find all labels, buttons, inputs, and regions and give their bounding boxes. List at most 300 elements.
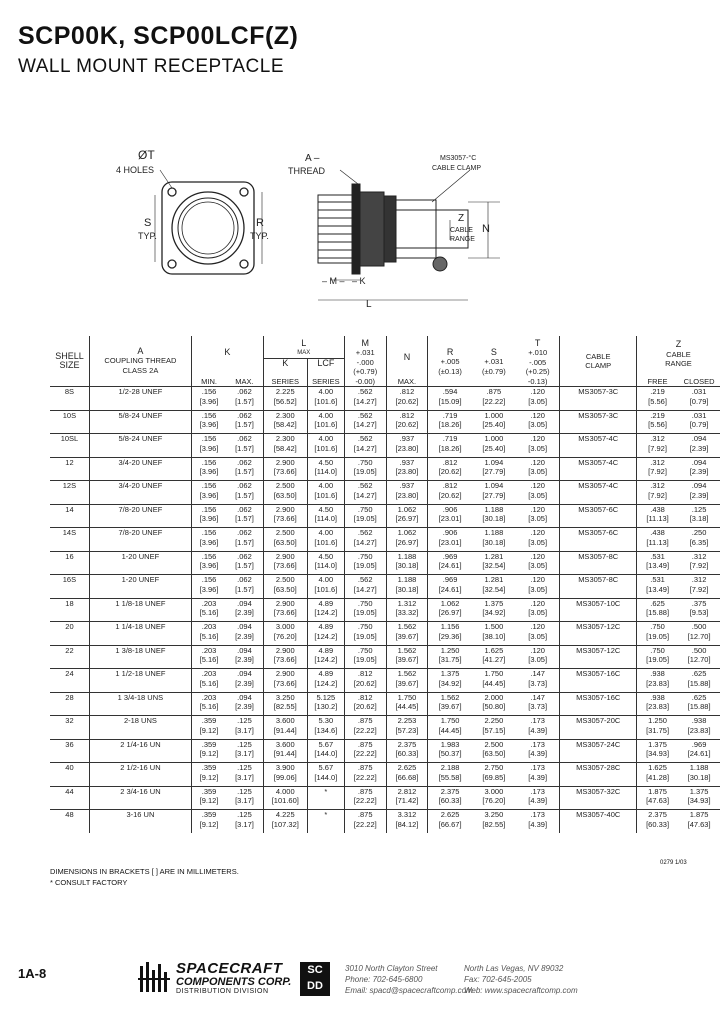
cell-s: 1.000 [25.40] — [472, 434, 516, 458]
cell-zfree: .938 [23.83] — [636, 669, 678, 693]
z-label: Z — [458, 213, 465, 224]
cell-kmin: .156 [3.96] — [191, 528, 226, 552]
cell-n: 3.312 [84.12] — [386, 810, 428, 833]
table-row — [50, 786, 720, 810]
cell-zclosed: .375 [9.53] — [678, 598, 720, 622]
cell-zclosed: .031 [0.79] — [678, 410, 720, 434]
cell-kmin: .359 [9.12] — [191, 810, 226, 833]
cell-s: 2.000 [50.80] — [472, 692, 516, 716]
cell-n: 1.750 [44.45] — [386, 692, 428, 716]
cell-lk: 2.900 [73.66] — [263, 551, 307, 575]
cell-clamp: MS3057-4C — [560, 481, 637, 505]
cell-zfree: .531 [13.49] — [636, 575, 678, 599]
cell-a: 1 3/4-18 UNS — [89, 692, 191, 716]
th-shell-1: SHELL — [55, 350, 84, 361]
cell-t: .120 [3.05] — [516, 551, 560, 575]
cell-t: .120 [3.05] — [516, 387, 560, 411]
cell-kmax: .125 [3.17] — [226, 739, 263, 763]
table-row — [50, 810, 720, 833]
cell-m: .562 [14.27] — [344, 575, 386, 599]
cell-t: .147 [3.73] — [516, 669, 560, 693]
cell-clamp: MS3057-8C — [560, 575, 637, 599]
cell-zclosed: .094 [2.39] — [678, 457, 720, 481]
cell-s: 1.094 [27.79] — [472, 457, 516, 481]
cell-shell: 48 — [50, 810, 89, 833]
cell-m: .750 [19.05] — [344, 457, 386, 481]
cell-shell: 24 — [50, 669, 89, 693]
cell-kmin: .156 [3.96] — [191, 410, 226, 434]
cell-lk: 2.900 [73.66] — [263, 504, 307, 528]
cell-zclosed: .094 [2.39] — [678, 481, 720, 505]
cell-a: 1-20 UNEF — [89, 575, 191, 599]
company-name-2: COMPONENTS CORP. — [176, 976, 292, 988]
cell-clamp: MS3057-16C — [560, 692, 637, 716]
cell-kmax: .125 [3.17] — [226, 810, 263, 833]
cell-lk: 3.600 [91.44] — [263, 716, 307, 740]
cell-t: .120 [3.05] — [516, 528, 560, 552]
cell-kmin: .156 [3.96] — [191, 481, 226, 505]
cell-kmax: .062 [1.57] — [226, 434, 263, 458]
cell-zclosed: .625 [15.88] — [678, 669, 720, 693]
cell-shell: 32 — [50, 716, 89, 740]
cell-n: 1.562 [39.67] — [386, 669, 428, 693]
cell-t: .120 [3.05] — [516, 481, 560, 505]
th-m: M — [361, 337, 369, 348]
cell-llcf: 4.50 [114.0] — [307, 504, 344, 528]
cell-shell: 12 — [50, 457, 89, 481]
cell-kmax: .062 [1.57] — [226, 481, 263, 505]
cell-zclosed: .500 [12.70] — [678, 645, 720, 669]
table-body — [50, 387, 720, 833]
th-shell-2: SIZE — [59, 360, 80, 370]
cell-r: 2.375 [60.33] — [428, 786, 472, 810]
cell-kmin: .203 [5.16] — [191, 645, 226, 669]
cell-clamp: MS3057-8C — [560, 551, 637, 575]
cell-n: 2.253 [57.23] — [386, 716, 428, 740]
cell-zclosed: .500 [12.70] — [678, 622, 720, 646]
r-typ-label: TYP. — [250, 231, 269, 241]
th-l-max: MAX — [297, 349, 311, 356]
th-s: S — [490, 346, 497, 357]
th-m-tol2: -.000 — [356, 357, 374, 367]
th-l-k: K — [263, 359, 307, 369]
cell-lk: 3.250 [82.55] — [263, 692, 307, 716]
cell-r: 1.750 [44.45] — [428, 716, 472, 740]
cell-clamp: MS3057-16C — [560, 669, 637, 693]
cell-kmax: .062 [1.57] — [226, 551, 263, 575]
cell-llcf: 5.67 [144.0] — [307, 739, 344, 763]
email: Email: spacd@spacecraftcomp.com — [345, 986, 473, 995]
cell-llcf: 5.67 [144.0] — [307, 763, 344, 787]
cell-a: 3-16 UN — [89, 810, 191, 833]
cell-a: 1/2-28 UNEF — [89, 387, 191, 411]
cell-n: 1.312 [33.32] — [386, 598, 428, 622]
cell-zclosed: 1.188 [30.18] — [678, 763, 720, 787]
cell-zfree: 1.875 [47.63] — [636, 786, 678, 810]
header-row-1 — [50, 336, 720, 359]
cell-t: .120 [3.05] — [516, 575, 560, 599]
th-t-tol1: +.010 — [528, 348, 548, 357]
table-row — [50, 692, 720, 716]
thread-label: THREAD — [288, 166, 326, 176]
th-a: A — [137, 345, 144, 356]
cell-zfree: 2.375 [60.33] — [636, 810, 678, 833]
cell-r: .906 [23.01] — [428, 528, 472, 552]
cell-lk: 3.900 [99.06] — [263, 763, 307, 787]
cell-kmin: .156 [3.96] — [191, 387, 226, 411]
cell-a: 2-18 UNS — [89, 716, 191, 740]
th-z-2: RANGE — [665, 359, 692, 368]
cell-shell: 28 — [50, 692, 89, 716]
cell-t: .173 [4.39] — [516, 786, 560, 810]
address: 3010 North Clayton Street — [345, 964, 438, 973]
contact-block — [464, 963, 578, 996]
cell-a: 1 1/2-18 UNEF — [89, 669, 191, 693]
cell-kmax: .062 [1.57] — [226, 410, 263, 434]
table-row — [50, 481, 720, 505]
cell-lk: 2.900 [73.66] — [263, 669, 307, 693]
page-number: 1A-8 — [18, 966, 47, 981]
cell-kmin: .359 [9.12] — [191, 739, 226, 763]
s-label: S — [144, 217, 152, 229]
city: North Las Vegas, NV 89032 — [464, 964, 564, 973]
cell-llcf: 4.89 [124.2] — [307, 598, 344, 622]
th-k-min: MIN. — [191, 369, 226, 387]
cell-n: 1.562 [39.67] — [386, 622, 428, 646]
notes — [50, 866, 239, 888]
cell-zclosed: 1.375 [34.93] — [678, 786, 720, 810]
cell-n: 1.188 [30.18] — [386, 551, 428, 575]
th-t-tol2: -.005 — [529, 357, 547, 367]
cell-a: 5/8-24 UNEF — [89, 434, 191, 458]
cell-m: .750 [19.05] — [344, 645, 386, 669]
clamp-label-2: CABLE CLAMP — [432, 165, 482, 172]
cell-shell: 40 — [50, 763, 89, 787]
cell-lk: 2.225 [56.52] — [263, 387, 307, 411]
cell-kmax: .062 [1.57] — [226, 457, 263, 481]
cell-llcf: 4.00 [101.6] — [307, 575, 344, 599]
cell-kmin: .203 [5.16] — [191, 622, 226, 646]
cell-lk: 2.900 [73.66] — [263, 598, 307, 622]
cell-s: 1.281 [32.54] — [472, 551, 516, 575]
cell-llcf: 5.125 [130.2] — [307, 692, 344, 716]
a-label: A – — [305, 153, 320, 164]
cell-t: .173 [4.39] — [516, 763, 560, 787]
cell-m: .750 [19.05] — [344, 551, 386, 575]
cell-lk: 4.000 [101.60] — [263, 786, 307, 810]
cell-s: 1.750 [44.45] — [472, 669, 516, 693]
cell-kmax: .062 [1.57] — [226, 504, 263, 528]
cell-kmin: .203 [5.16] — [191, 692, 226, 716]
cell-zclosed: .312 [7.92] — [678, 575, 720, 599]
cell-t: .173 [4.39] — [516, 716, 560, 740]
cell-t: .120 [3.05] — [516, 645, 560, 669]
cell-m: .875 [22.22] — [344, 786, 386, 810]
cell-m: .750 [19.05] — [344, 598, 386, 622]
table-row — [50, 598, 720, 622]
cell-llcf: 4.00 [101.6] — [307, 434, 344, 458]
cell-r: .906 [23.01] — [428, 504, 472, 528]
cell-s: 2.750 [69.85] — [472, 763, 516, 787]
cell-clamp: MS3057-3C — [560, 410, 637, 434]
cell-zclosed: .094 [2.39] — [678, 434, 720, 458]
cell-n: .812 [20.62] — [386, 387, 428, 411]
cell-kmax: .094 [2.39] — [226, 692, 263, 716]
cell-n: 2.625 [66.68] — [386, 763, 428, 787]
cell-lk: 2.500 [63.50] — [263, 575, 307, 599]
cell-llcf: 5.30 [134.6] — [307, 716, 344, 740]
cell-kmax: .125 [3.17] — [226, 763, 263, 787]
cell-clamp: MS3057-40C — [560, 810, 637, 833]
cell-lk: 2.300 [58.42] — [263, 410, 307, 434]
cell-shell: 16S — [50, 575, 89, 599]
cell-zfree: .438 [11.13] — [636, 504, 678, 528]
cell-kmin: .156 [3.96] — [191, 504, 226, 528]
cell-shell: 12S — [50, 481, 89, 505]
cell-a: 5/8-24 UNEF — [89, 410, 191, 434]
cell-t: .120 [3.05] — [516, 434, 560, 458]
table-row — [50, 457, 720, 481]
cell-r: 1.062 [26.97] — [428, 598, 472, 622]
cell-zfree: .938 [23.83] — [636, 692, 678, 716]
cell-zfree: .312 [7.92] — [636, 434, 678, 458]
n-label: N — [482, 223, 490, 235]
l-label: L — [366, 299, 372, 310]
cell-zclosed: .250 [6.35] — [678, 528, 720, 552]
cell-zclosed: 1.875 [47.63] — [678, 810, 720, 833]
cell-lk: 3.000 [76.20] — [263, 622, 307, 646]
cell-s: 1.188 [30.18] — [472, 528, 516, 552]
cell-a: 7/8-20 UNEF — [89, 528, 191, 552]
th-z-1: CABLE — [666, 349, 691, 359]
cell-lk: 2.900 [73.66] — [263, 457, 307, 481]
cell-s: .875 [22.22] — [472, 387, 516, 411]
cell-a: 3/4-20 UNEF — [89, 457, 191, 481]
scdd-badge — [300, 962, 330, 996]
cell-zfree: .531 [13.49] — [636, 551, 678, 575]
cell-llcf: 4.50 [114.0] — [307, 457, 344, 481]
cell-llcf: * — [307, 810, 344, 833]
cell-r: 2.625 [66.67] — [428, 810, 472, 833]
cell-r: 2.188 [55.58] — [428, 763, 472, 787]
cell-a: 2 3/4-16 UN — [89, 786, 191, 810]
cell-kmin: .156 [3.96] — [191, 551, 226, 575]
table-row — [50, 716, 720, 740]
cell-shell: 10SL — [50, 434, 89, 458]
table-row — [50, 528, 720, 552]
cell-kmax: .125 [3.17] — [226, 716, 263, 740]
company-division: DISTRIBUTION DIVISION — [176, 988, 269, 995]
s-typ-label: TYP. — [138, 231, 157, 241]
cell-m: .750 [19.05] — [344, 504, 386, 528]
cell-kmin: .359 [9.12] — [191, 716, 226, 740]
table-row — [50, 551, 720, 575]
table-row — [50, 575, 720, 599]
cell-m: .875 [22.22] — [344, 716, 386, 740]
cell-n: .937 [23.80] — [386, 457, 428, 481]
cell-shell: 20 — [50, 622, 89, 646]
cell-t: .120 [3.05] — [516, 457, 560, 481]
th-l-series1: SERIES — [263, 369, 307, 387]
company-logo-icon — [138, 960, 170, 994]
cell-llcf: 4.00 [101.6] — [307, 387, 344, 411]
web: Web: www.spacecraftcomp.com — [464, 986, 578, 995]
cell-clamp: MS3057-4C — [560, 434, 637, 458]
cell-zfree: 1.250 [31.75] — [636, 716, 678, 740]
note-consult: * CONSULT FACTORY — [50, 878, 128, 887]
th-t: T — [534, 337, 541, 348]
cell-zfree: 1.625 [41.28] — [636, 763, 678, 787]
cell-t: .120 [3.05] — [516, 504, 560, 528]
cell-s: 2.500 [63.50] — [472, 739, 516, 763]
cell-n: 1.062 [26.97] — [386, 528, 428, 552]
cell-shell: 22 — [50, 645, 89, 669]
cell-llcf: 4.89 [124.2] — [307, 645, 344, 669]
th-z-closed: CLOSED — [683, 376, 715, 386]
cell-llcf: 4.89 [124.2] — [307, 669, 344, 693]
th-t-tol3: (+0.25) — [525, 367, 550, 376]
cell-zclosed: .031 [0.79] — [678, 387, 720, 411]
th-m-tol3: (+0.79) — [353, 367, 378, 376]
cell-kmin: .156 [3.96] — [191, 575, 226, 599]
cell-m: .562 [14.27] — [344, 387, 386, 411]
cell-r: .812 [20.62] — [428, 481, 472, 505]
cell-t: .173 [4.39] — [516, 739, 560, 763]
cell-kmin: .203 [5.16] — [191, 669, 226, 693]
cell-s: 1.625 [41.27] — [472, 645, 516, 669]
table-row — [50, 739, 720, 763]
cell-llcf: 4.00 [101.6] — [307, 410, 344, 434]
cell-s: 1.000 [25.40] — [472, 410, 516, 434]
cell-llcf: 4.89 [124.2] — [307, 622, 344, 646]
cell-lk: 2.500 [63.50] — [263, 528, 307, 552]
table-row — [50, 763, 720, 787]
cell-clamp: MS3057-6C — [560, 504, 637, 528]
cell-zfree: .219 [5.56] — [636, 387, 678, 411]
table-row — [50, 410, 720, 434]
cell-clamp: MS3057-20C — [560, 716, 637, 740]
cell-clamp: MS3057-6C — [560, 528, 637, 552]
cell-s: 3.250 [82.55] — [472, 810, 516, 833]
th-n: N — [403, 352, 411, 362]
cell-kmax: .094 [2.39] — [226, 622, 263, 646]
r-label: R — [256, 217, 264, 229]
cell-kmax: .062 [1.57] — [226, 387, 263, 411]
cell-m: .875 [22.22] — [344, 810, 386, 833]
cell-r: .594 [15.09] — [428, 387, 472, 411]
cell-t: .120 [3.05] — [516, 410, 560, 434]
cell-t: .173 [4.39] — [516, 810, 560, 833]
cell-zfree: .312 [7.92] — [636, 481, 678, 505]
th-clamp-1: CABLE — [585, 351, 611, 361]
th-k: K — [191, 336, 263, 369]
cell-kmax: .125 [3.17] — [226, 786, 263, 810]
cell-a: 1-20 UNEF — [89, 551, 191, 575]
cell-clamp: MS3057-12C — [560, 645, 637, 669]
th-z: Z — [675, 339, 682, 349]
cell-a: 1 3/8-18 UNEF — [89, 645, 191, 669]
note-mm: DIMENSIONS IN BRACKETS [ ] ARE IN MILLIMETERS. — [50, 867, 239, 876]
cell-kmax: .062 [1.57] — [226, 575, 263, 599]
ot-label: ØT — [138, 148, 155, 162]
front-view — [155, 170, 262, 274]
th-l-lcf: LCF — [307, 359, 344, 369]
cell-n: .812 [20.62] — [386, 410, 428, 434]
cell-n: 1.562 [39.67] — [386, 645, 428, 669]
th-l: L — [301, 338, 307, 348]
cell-t: .120 [3.05] — [516, 622, 560, 646]
cell-t: .147 [3.73] — [516, 692, 560, 716]
cell-zclosed: .125 [3.18] — [678, 504, 720, 528]
company-name-1: SPACECRAFT — [176, 960, 283, 977]
cell-clamp: MS3057-12C — [560, 622, 637, 646]
cell-llcf: 4.50 [114.0] — [307, 551, 344, 575]
cell-kmin: .359 [9.12] — [191, 786, 226, 810]
page-subtitle: WALL MOUNT RECEPTACLE — [18, 56, 284, 77]
th-m-tol4: -0.00) — [355, 376, 376, 386]
th-r: R — [446, 346, 454, 357]
table-row — [50, 434, 720, 458]
th-s-tol2: (±0.79) — [482, 366, 506, 376]
cell-s: 1.500 [38.10] — [472, 622, 516, 646]
cell-clamp: MS3057-32C — [560, 786, 637, 810]
cell-r: .719 [18.26] — [428, 410, 472, 434]
cell-r: 1.156 [29.36] — [428, 622, 472, 646]
cell-kmax: .094 [2.39] — [226, 645, 263, 669]
cell-m: .562 [14.27] — [344, 410, 386, 434]
cell-lk: 4.225 [107.32] — [263, 810, 307, 833]
cell-r: .969 [24.61] — [428, 575, 472, 599]
badge-dd: DD — [307, 980, 323, 992]
cell-llcf: * — [307, 786, 344, 810]
cell-m: .562 [14.27] — [344, 481, 386, 505]
cell-shell: 8S — [50, 387, 89, 411]
cell-lk: 2.500 [63.50] — [263, 481, 307, 505]
cell-kmax: .094 [2.39] — [226, 669, 263, 693]
cell-lk: 2.900 [73.66] — [263, 645, 307, 669]
cell-clamp: MS3057-10C — [560, 598, 637, 622]
page-title: SCP00K, SCP00LCF(Z) — [18, 22, 299, 50]
cell-m: .875 [22.22] — [344, 739, 386, 763]
cell-m: .875 [22.22] — [344, 763, 386, 787]
table-row — [50, 645, 720, 669]
revision-code: 0279 1/03 — [660, 860, 687, 866]
cell-kmin: .203 [5.16] — [191, 598, 226, 622]
cell-a: 3/4-20 UNEF — [89, 481, 191, 505]
th-s-tol1: +.031 — [484, 357, 504, 366]
range-label: RANGE — [450, 236, 475, 243]
cell-zfree: 1.375 [34.93] — [636, 739, 678, 763]
cell-m: .750 [19.05] — [344, 622, 386, 646]
cell-r: 1.250 [31.75] — [428, 645, 472, 669]
cell-shell: 14S — [50, 528, 89, 552]
th-k-max: MAX. — [235, 376, 254, 386]
cell-a: 1 1/4-18 UNEF — [89, 622, 191, 646]
cell-clamp: MS3057-28C — [560, 763, 637, 787]
cell-shell: 44 — [50, 786, 89, 810]
cell-n: .937 [23.80] — [386, 481, 428, 505]
th-a-3: CLASS 2A — [122, 365, 159, 375]
th-n-max: MAX. — [397, 376, 417, 386]
cell-a: 7/8-20 UNEF — [89, 504, 191, 528]
cell-r: .812 [20.62] — [428, 457, 472, 481]
cell-clamp: MS3057-3C — [560, 387, 637, 411]
cell-s: 1.281 [32.54] — [472, 575, 516, 599]
cell-s: 3.000 [76.20] — [472, 786, 516, 810]
cell-zclosed: .938 [23.83] — [678, 716, 720, 740]
cell-shell: 36 — [50, 739, 89, 763]
cell-n: .937 [23.80] — [386, 434, 428, 458]
